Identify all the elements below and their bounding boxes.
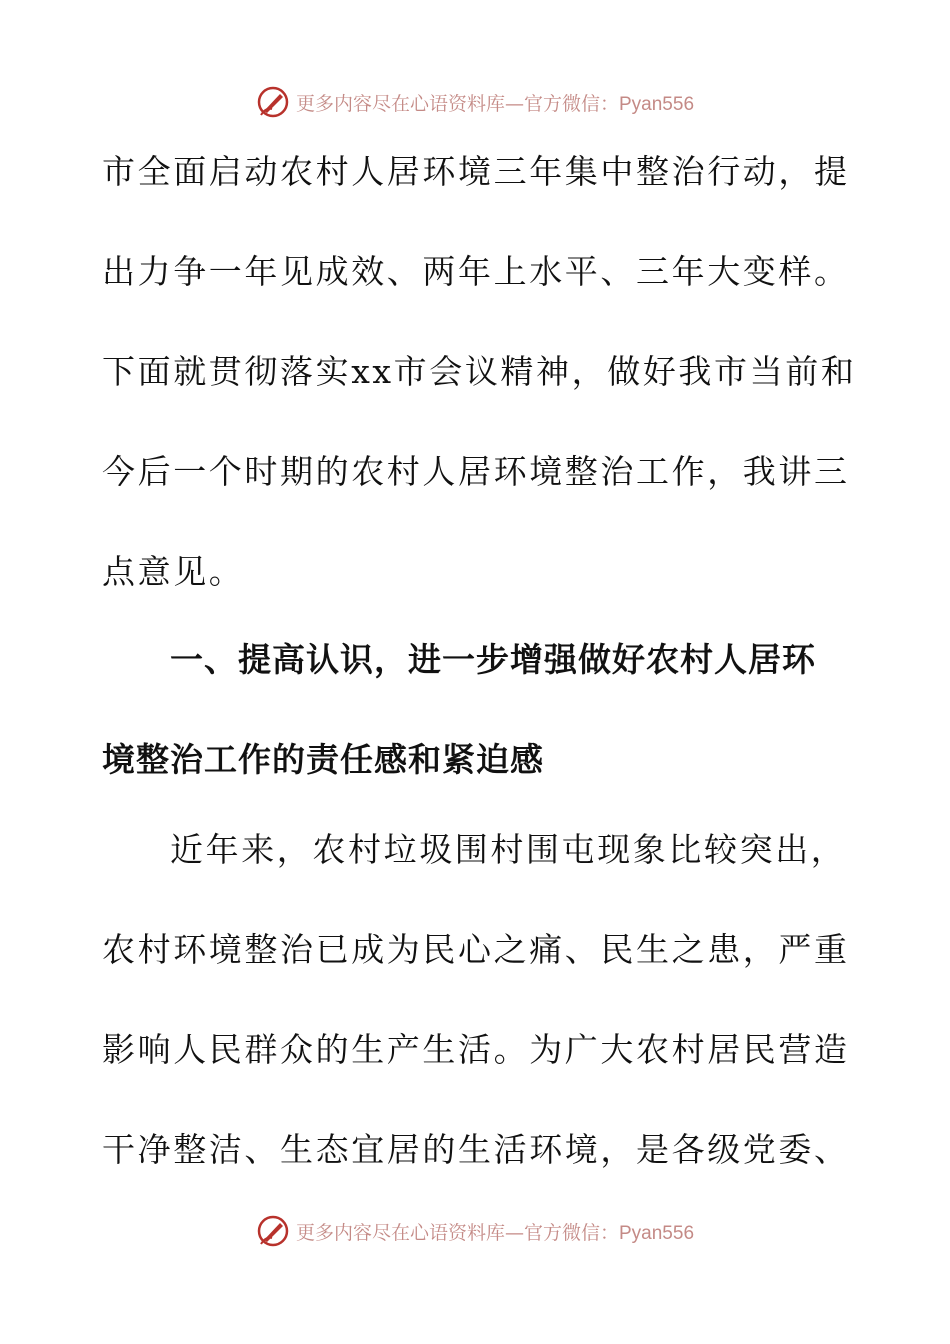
section-heading-line: 境整治工作的责任感和紧迫感 (102, 740, 544, 779)
text-line: 影响人民群众的生产生活。为广大农村居民营造 (102, 1030, 850, 1069)
header-watermark (0, 82, 950, 122)
text-line: 干净整洁、生态宜居的生活环境，是各级党委、 (102, 1130, 850, 1169)
text-line: 出力争一年见成效、两年上水平、三年大变样。 (102, 252, 850, 291)
text-line: 点意见。 (102, 552, 245, 591)
pen-logo-icon (256, 85, 290, 119)
footer-watermark (0, 1211, 950, 1251)
watermark-text: 更多内容尽在心语资料库—官方微信：Pyan556 (295, 1221, 695, 1244)
watermark-id: Pyan556 (619, 1222, 695, 1244)
text-line: 下面就贯彻落实xx市会议精神，做好我市当前和 (102, 352, 857, 391)
text-line: 市全面启动农村人居环境三年集中整治行动，提 (102, 152, 850, 191)
pen-logo-icon (256, 1214, 290, 1248)
watermark-text: 更多内容尽在心语资料库—官方微信：Pyan556 (295, 92, 695, 115)
watermark-id: Pyan556 (619, 93, 695, 115)
text-line: 近年来，农村垃圾围村围屯现象比较突出， (170, 830, 847, 869)
text-line: 今后一个时期的农村人居环境整治工作，我讲三 (102, 452, 850, 491)
text-line: 农村环境整治已成为民心之痛、民生之患，严重 (102, 930, 850, 969)
section-heading-line: 一、提高认识，进一步增强做好农村人居环 (170, 640, 816, 679)
